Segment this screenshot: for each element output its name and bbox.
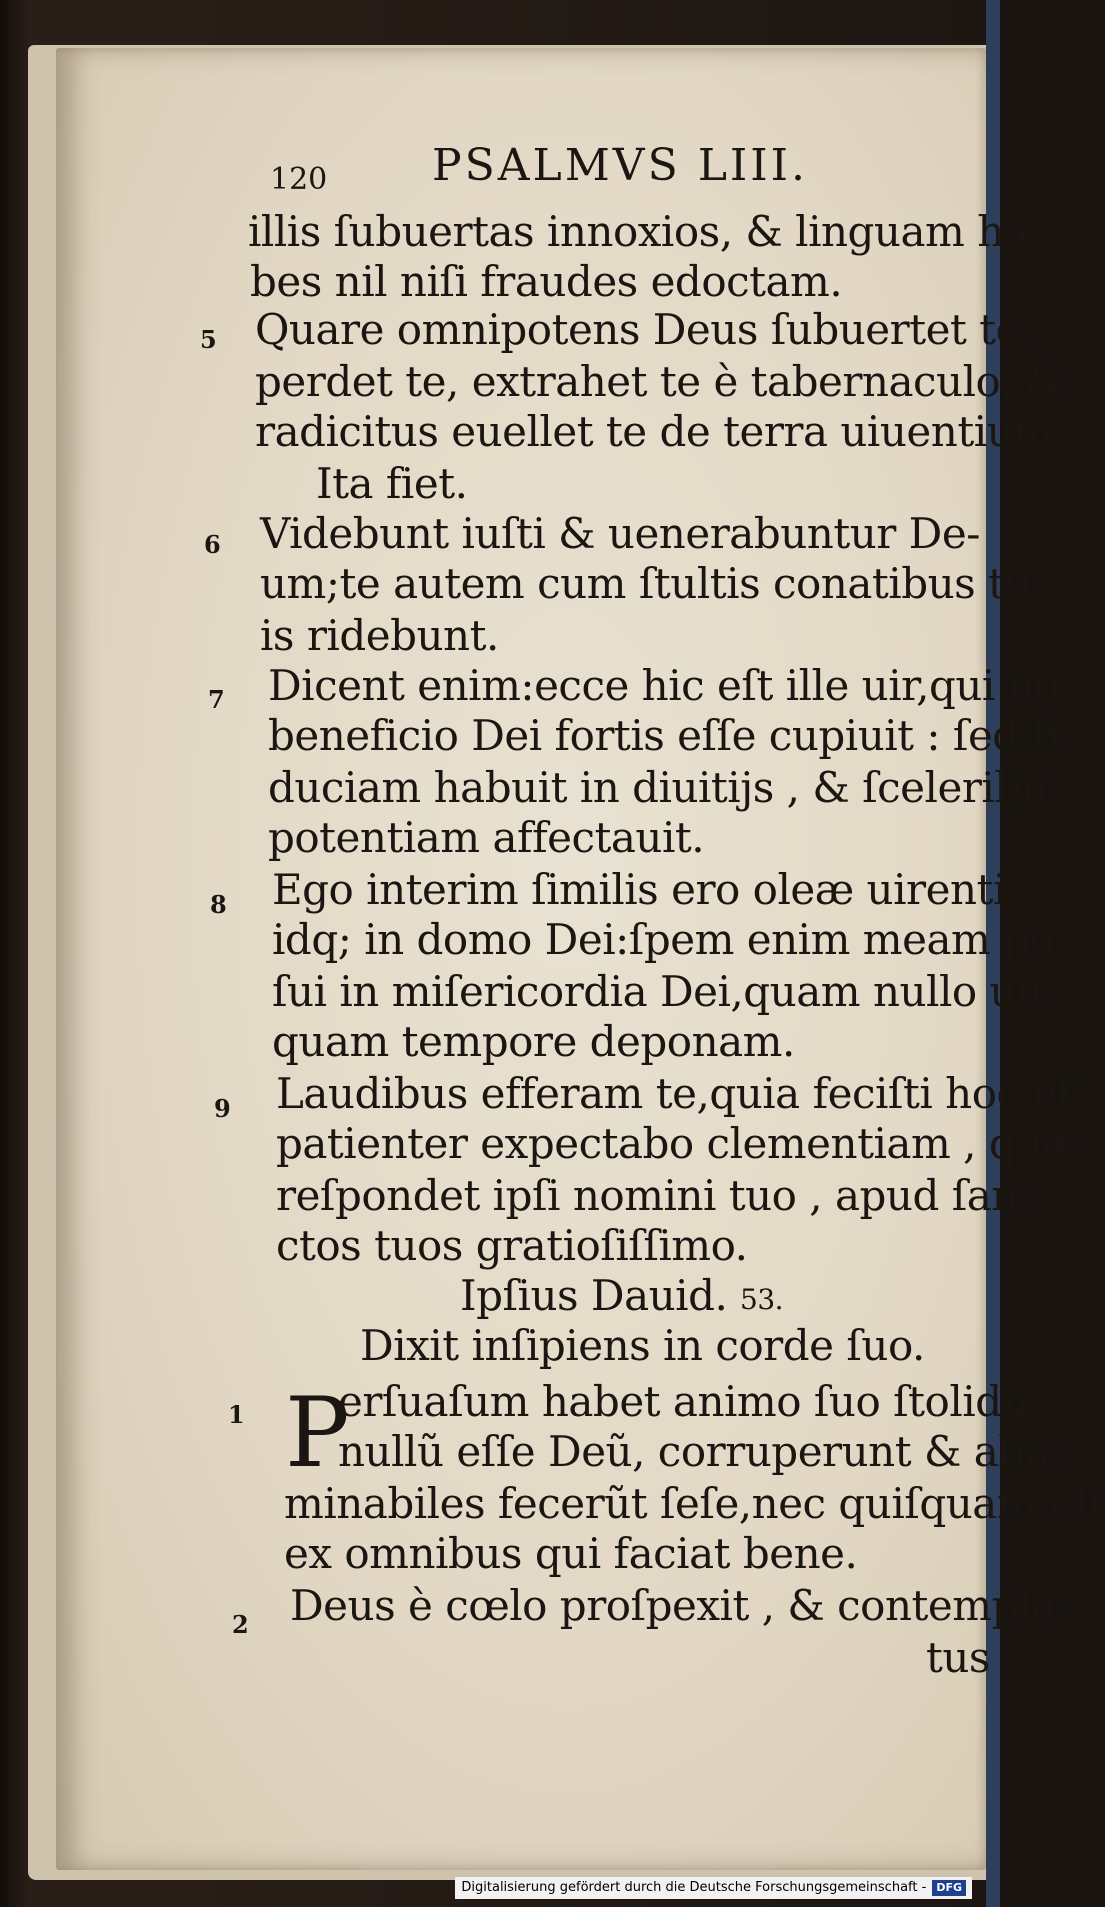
- text-line-8: um;te autem cum ſtultis conatibus tu-: [260, 559, 1045, 608]
- text-line-16: ſui in miſericordia Dei,quam nullo un-: [272, 967, 1057, 1016]
- text-line-26: Deus è cœlo proſpexit , & contempla-: [290, 1581, 1070, 1630]
- text-line-1: illis ſubuertas innoxios, & linguam ha: [248, 207, 1029, 256]
- text-line-17: quam tempore deponam.: [272, 1017, 795, 1066]
- psalm-number: 53.: [740, 1283, 784, 1316]
- drop-capital-p: P: [285, 1377, 350, 1489]
- text-line-19: patienter expectabo clementiam , quæ: [276, 1119, 1081, 1168]
- text-line-4: perdet te, extrahet te è tabernaculo, &: [255, 357, 1063, 406]
- verse-number-8: 8: [210, 890, 227, 919]
- text-line-22: erſuaſum habet animo ſuo ſtolidus,: [338, 1377, 1063, 1426]
- text-line-15: idq; in domo Dei:ſpem enim meam po: [272, 915, 1055, 964]
- text-line-21: ctos tuos gratioſiſſimo.: [276, 1221, 748, 1270]
- psalm-incipit: Dixit inſipiens in corde ſuo.: [360, 1321, 925, 1370]
- text-line-20: reſpondet ipſi nomini tuo , apud ſan-: [276, 1171, 1032, 1220]
- running-head: PSALMVS LIII.: [432, 140, 809, 191]
- verse-number-5: 5: [200, 325, 217, 354]
- text-line-13: potentiam affectauit.: [268, 813, 705, 862]
- text-line-12: duciam habuit in diuitijs , & ſceleribus: [268, 763, 1069, 812]
- text-line-14: Ego interim ſimilis ero oleæ uirenti,: [272, 865, 1019, 914]
- psalm-attribution: Ipſius Dauid.: [460, 1271, 728, 1320]
- text-line-7: Videbunt iuſti & uenerabuntur De-: [260, 509, 980, 558]
- text-line-10: Dicent enim:ecce hic eſt ille uir,qui nõ: [268, 661, 1060, 710]
- dfg-logo-icon: DFG: [932, 1880, 966, 1896]
- digitization-footer: [455, 1877, 972, 1899]
- verse-number-6: 6: [204, 530, 221, 559]
- text-line-23: nullũ eſſe Deũ, corruperunt & abo-: [338, 1427, 1064, 1476]
- text-line-5: radicitus euellet te de terra uiuentium.: [255, 407, 1066, 456]
- verse-number-2: 2: [232, 1610, 249, 1639]
- text-line-2: bes nil niſi fraudes edoctam.: [250, 257, 843, 306]
- footer-text: Digitalisierung gefördert durch die Deutsche Forschungsgemeinschaft -: [461, 1880, 927, 1895]
- verse-number-9: 9: [214, 1094, 231, 1123]
- text-line-18: Laudibus efferam te,quia feciſti hoc:et: [276, 1069, 1074, 1118]
- text-line-3: Quare omnipotens Deus ſubuertet te,: [255, 305, 1033, 354]
- catchword: tus: [926, 1633, 990, 1682]
- verse-number-1: 1: [228, 1400, 245, 1429]
- verse-number-7: 7: [208, 685, 225, 714]
- text-line-24: minabiles fecerũt ſeſe,nec quiſquam eſt: [284, 1479, 1105, 1528]
- text-line-11: beneficio Dei fortis eſſe cupiuit : ſed fi-: [268, 711, 1074, 760]
- text-line-9: is ridebunt.: [260, 611, 499, 660]
- page-number: 120: [270, 162, 328, 197]
- text-line-25: ex omnibus qui faciat bene.: [284, 1529, 858, 1578]
- text-line-6: Ita fiet.: [316, 459, 468, 508]
